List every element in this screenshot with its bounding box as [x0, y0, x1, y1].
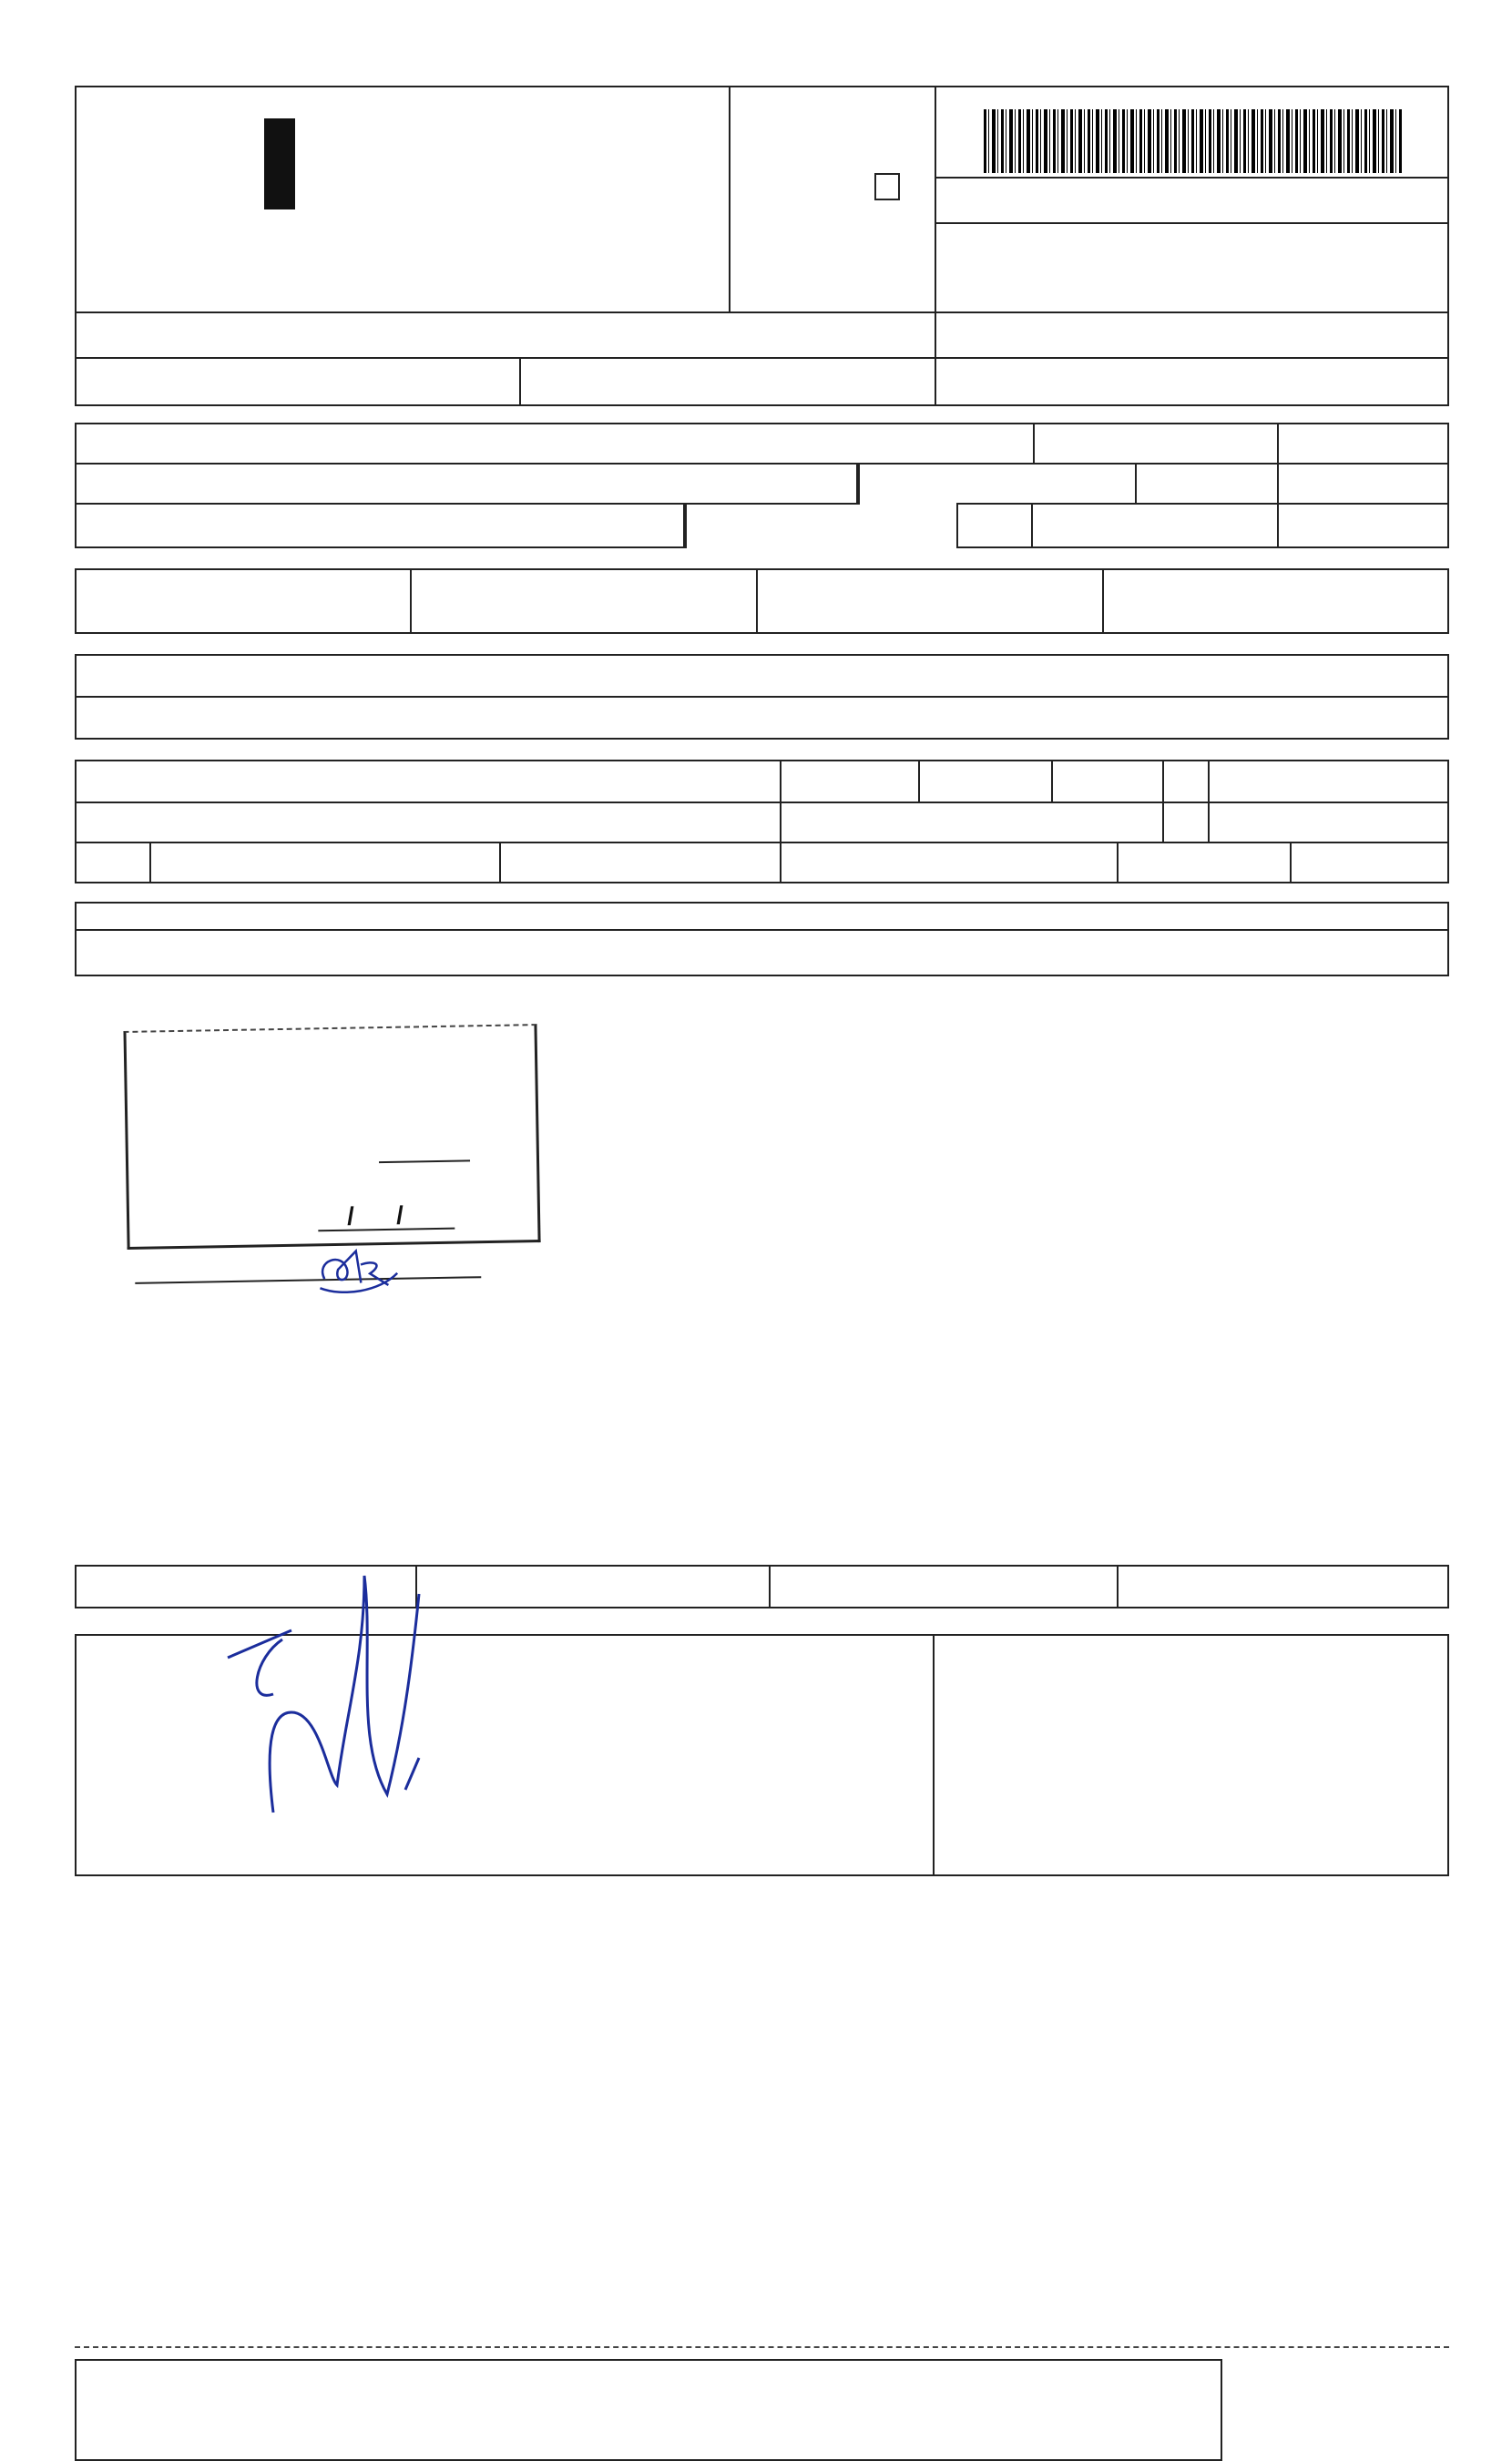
divider — [780, 760, 782, 803]
divider — [1102, 568, 1104, 634]
stamp-initials-signature — [306, 1241, 416, 1297]
divider — [769, 1565, 771, 1608]
company-logo — [264, 109, 519, 237]
divider — [683, 503, 685, 548]
transp-row1 — [75, 760, 1449, 803]
dest-emissao-box — [1277, 423, 1449, 465]
divider — [1051, 760, 1053, 803]
divider — [1162, 760, 1164, 803]
divider — [780, 802, 782, 843]
access-key-barcode — [984, 109, 1403, 173]
protocolo-box — [935, 311, 1449, 359]
divider — [410, 568, 412, 634]
dest-municipio-box — [75, 503, 687, 548]
divider — [1208, 760, 1210, 803]
dest-cnpj-box — [1033, 423, 1279, 465]
divider — [918, 760, 920, 803]
handwritten-signature — [219, 1557, 528, 1822]
dest-cep-box — [1135, 463, 1279, 505]
imposto-row2 — [75, 696, 1449, 740]
ie-box — [75, 357, 521, 406]
divider — [1208, 802, 1210, 843]
divider — [1290, 842, 1292, 883]
divider — [756, 568, 758, 634]
divider — [1117, 1565, 1119, 1608]
stamp-date-slash1: / — [346, 1201, 355, 1230]
transp-row3 — [75, 842, 1449, 883]
produtos-table — [75, 902, 1449, 976]
imposto-row1 — [75, 654, 1449, 698]
canhoto-box — [75, 2359, 1222, 2461]
transp-row2 — [75, 802, 1449, 843]
divider — [780, 842, 782, 883]
dest-endereco-box — [75, 463, 860, 505]
dest-saida-box — [1277, 463, 1449, 505]
divider — [149, 842, 151, 883]
fatura-box — [75, 568, 1449, 634]
divider — [1117, 842, 1119, 883]
divider — [75, 929, 1449, 931]
dest-uf-box — [956, 503, 1033, 548]
reservado-fisco-box — [933, 1634, 1449, 1876]
danfe-box — [729, 86, 936, 313]
dest-hora-box — [1277, 503, 1449, 548]
divider — [935, 177, 1449, 179]
ie-st-box — [519, 357, 936, 406]
divider — [1162, 802, 1164, 843]
divider — [856, 463, 858, 505]
dest-nome-box — [75, 423, 1035, 465]
divider — [499, 842, 501, 883]
canhoto-cut — [75, 2346, 1449, 2348]
aquisicao-stamp — [119, 1020, 547, 1301]
stamp-date-slash2: / — [395, 1200, 404, 1230]
divider — [935, 222, 1449, 224]
dest-ie-box — [1031, 503, 1279, 548]
natureza-box — [75, 311, 936, 359]
logo-pro-block — [264, 118, 295, 209]
cnpj-emitente-box — [935, 357, 1449, 406]
stamp-frame — [123, 1024, 540, 1250]
danfe-tipo — [874, 173, 900, 200]
